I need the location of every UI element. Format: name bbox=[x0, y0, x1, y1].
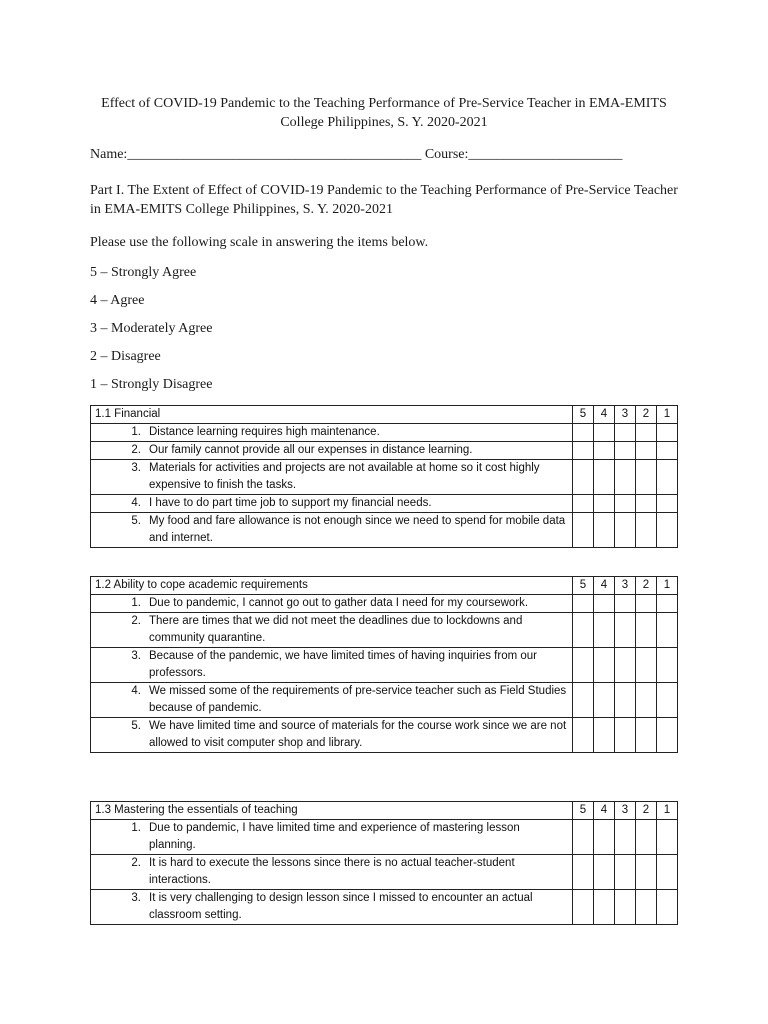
rating-cell-4[interactable] bbox=[594, 683, 615, 718]
item-text: We have limited time and source of materials for the course work since we are not allowed to visit computer shop and library. bbox=[149, 720, 567, 749]
rating-cell-2[interactable] bbox=[636, 890, 657, 925]
item-number: 1. bbox=[131, 597, 141, 609]
table-row bbox=[91, 495, 678, 513]
rating-header-1: 1 bbox=[657, 577, 678, 595]
rating-cell-5[interactable] bbox=[573, 648, 594, 683]
item-text: Because of the pandemic, we have limited times of having inquiries from our professors. bbox=[149, 650, 538, 679]
rating-cell-3[interactable] bbox=[615, 718, 636, 753]
rating-cell-5[interactable] bbox=[573, 683, 594, 718]
table-row bbox=[91, 442, 678, 460]
rating-cell-4[interactable] bbox=[594, 460, 615, 495]
table-row bbox=[91, 820, 678, 855]
item-cell bbox=[91, 495, 573, 513]
name-field[interactable]: __________________________________________ bbox=[127, 147, 422, 162]
name-label: Name: bbox=[90, 147, 128, 162]
item-text: I have to do part time job to support my financial needs. bbox=[149, 497, 432, 509]
rating-cell-3[interactable] bbox=[615, 890, 636, 925]
table-academic-requirements bbox=[90, 576, 678, 753]
item-cell bbox=[91, 424, 573, 442]
rating-header-5: 5 bbox=[573, 802, 594, 820]
rating-cell-2[interactable] bbox=[636, 460, 657, 495]
rating-cell-5[interactable] bbox=[573, 820, 594, 855]
item-cell bbox=[91, 820, 573, 855]
part-heading: Part I. The Extent of Effect of COVID-19 Pandemic to the Teaching Performance of Pre-Service Teacher in EMA-EMITS College Philippines, S. Y. 2020-2021 bbox=[90, 183, 678, 217]
rating-cell-1[interactable] bbox=[657, 513, 678, 548]
rating-cell-3[interactable] bbox=[615, 442, 636, 460]
item-number: 4. bbox=[131, 497, 141, 509]
rating-header-4: 4 bbox=[594, 577, 615, 595]
rating-header-3: 3 bbox=[615, 577, 636, 595]
item-number: 1. bbox=[131, 822, 141, 834]
rating-cell-1[interactable] bbox=[657, 683, 678, 718]
rating-cell-5[interactable] bbox=[573, 513, 594, 548]
rating-cell-3[interactable] bbox=[615, 513, 636, 548]
rating-header-4: 4 bbox=[594, 406, 615, 424]
rating-cell-5[interactable] bbox=[573, 855, 594, 890]
rating-cell-4[interactable] bbox=[594, 495, 615, 513]
rating-cell-2[interactable] bbox=[636, 683, 657, 718]
item-number: 4. bbox=[131, 685, 141, 697]
rating-cell-2[interactable] bbox=[636, 424, 657, 442]
item-number: 3. bbox=[131, 462, 141, 474]
rating-cell-5[interactable] bbox=[573, 890, 594, 925]
document-title: Effect of COVID-19 Pandemic to the Teaching Performance of Pre-Service Teacher in EMA-EMITS College Philippines, S. Y. 2020-2021 bbox=[101, 96, 667, 130]
table-row bbox=[91, 718, 678, 753]
scale-item: 4 – Agree bbox=[90, 293, 145, 308]
item-text: Due to pandemic, I cannot go out to gather data I need for my coursework. bbox=[149, 597, 529, 609]
item-text: We missed some of the requirements of pre-service teacher such as Field Studies because of pandemic. bbox=[149, 685, 567, 714]
rating-cell-1[interactable] bbox=[657, 613, 678, 648]
item-number: 5. bbox=[131, 515, 141, 527]
rating-cell-3[interactable] bbox=[615, 820, 636, 855]
rating-header-2: 2 bbox=[636, 406, 657, 424]
course-field[interactable]: ______________________ bbox=[468, 147, 623, 162]
rating-header-5: 5 bbox=[573, 577, 594, 595]
item-cell bbox=[91, 855, 573, 890]
table-row bbox=[91, 513, 678, 548]
rating-cell-1[interactable] bbox=[657, 442, 678, 460]
course-label: Course: bbox=[424, 147, 469, 162]
scale-item: 3 – Moderately Agree bbox=[90, 321, 213, 336]
item-number: 2. bbox=[131, 444, 141, 456]
name-course-line bbox=[90, 147, 622, 163]
rating-cell-5[interactable] bbox=[573, 595, 594, 613]
rating-cell-5[interactable] bbox=[573, 460, 594, 495]
rating-cell-2[interactable] bbox=[636, 595, 657, 613]
section-title: 1.2 Ability to cope academic requirements bbox=[91, 577, 573, 595]
item-cell bbox=[91, 460, 573, 495]
rating-cell-3[interactable] bbox=[615, 460, 636, 495]
scale-item: 2 – Disagree bbox=[90, 349, 161, 364]
rating-header-1: 1 bbox=[657, 406, 678, 424]
table-header-row bbox=[91, 577, 678, 595]
item-cell bbox=[91, 718, 573, 753]
item-text: Due to pandemic, I have limited time and experience of mastering lesson planning. bbox=[149, 822, 520, 851]
item-number: 2. bbox=[131, 857, 141, 869]
item-cell bbox=[91, 648, 573, 683]
table-row bbox=[91, 683, 678, 718]
item-number: 3. bbox=[131, 650, 141, 662]
table-row bbox=[91, 595, 678, 613]
rating-cell-3[interactable] bbox=[615, 648, 636, 683]
rating-header-1: 1 bbox=[657, 802, 678, 820]
rating-cell-4[interactable] bbox=[594, 424, 615, 442]
item-cell bbox=[91, 595, 573, 613]
rating-cell-4[interactable] bbox=[594, 648, 615, 683]
rating-cell-3[interactable] bbox=[615, 424, 636, 442]
rating-cell-2[interactable] bbox=[636, 718, 657, 753]
rating-header-4: 4 bbox=[594, 802, 615, 820]
rating-cell-4[interactable] bbox=[594, 442, 615, 460]
rating-cell-1[interactable] bbox=[657, 890, 678, 925]
rating-cell-4[interactable] bbox=[594, 855, 615, 890]
table-teaching-essentials bbox=[90, 801, 678, 925]
item-text: Distance learning requires high maintenance. bbox=[149, 426, 380, 438]
section-title: 1.3 Mastering the essentials of teaching bbox=[91, 802, 573, 820]
item-text: It is very challenging to design lesson since I missed to encounter an actual classroom setting. bbox=[149, 892, 533, 921]
section-title: 1.1 Financial bbox=[91, 406, 573, 424]
item-text: It is hard to execute the lessons since there is no actual teacher-student interactions. bbox=[149, 857, 515, 886]
rating-cell-3[interactable] bbox=[615, 855, 636, 890]
rating-header-2: 2 bbox=[636, 577, 657, 595]
item-text: Materials for activities and projects are not available at home so it cost highly expensive to finish the tasks. bbox=[149, 462, 540, 491]
rating-cell-2[interactable] bbox=[636, 613, 657, 648]
scale-item: 5 – Strongly Agree bbox=[90, 265, 197, 280]
rating-cell-1[interactable] bbox=[657, 648, 678, 683]
rating-cell-3[interactable] bbox=[615, 595, 636, 613]
item-cell bbox=[91, 442, 573, 460]
rating-cell-2[interactable] bbox=[636, 442, 657, 460]
table-header-row bbox=[91, 802, 678, 820]
table-financial bbox=[90, 405, 678, 548]
rating-cell-2[interactable] bbox=[636, 495, 657, 513]
rating-cell-3[interactable] bbox=[615, 495, 636, 513]
item-cell bbox=[91, 683, 573, 718]
table-row bbox=[91, 890, 678, 925]
rating-cell-5[interactable] bbox=[573, 424, 594, 442]
item-text: Our family cannot provide all our expenses in distance learning. bbox=[149, 444, 473, 456]
item-cell bbox=[91, 613, 573, 648]
rating-cell-4[interactable] bbox=[594, 595, 615, 613]
rating-cell-4[interactable] bbox=[594, 718, 615, 753]
rating-cell-2[interactable] bbox=[636, 648, 657, 683]
item-text: My food and fare allowance is not enough since we need to spend for mobile data and internet. bbox=[149, 515, 566, 544]
table-row bbox=[91, 648, 678, 683]
table-row bbox=[91, 424, 678, 442]
rating-header-2: 2 bbox=[636, 802, 657, 820]
rating-cell-3[interactable] bbox=[615, 613, 636, 648]
rating-cell-1[interactable] bbox=[657, 424, 678, 442]
rating-cell-2[interactable] bbox=[636, 513, 657, 548]
rating-cell-5[interactable] bbox=[573, 495, 594, 513]
instruction-text: Please use the following scale in answering the items below. bbox=[90, 235, 429, 250]
rating-cell-1[interactable] bbox=[657, 855, 678, 890]
rating-header-3: 3 bbox=[615, 802, 636, 820]
rating-cell-1[interactable] bbox=[657, 460, 678, 495]
scale-item: 1 – Strongly Disagree bbox=[90, 377, 213, 392]
rating-cell-5[interactable] bbox=[573, 718, 594, 753]
item-cell bbox=[91, 890, 573, 925]
rating-cell-1[interactable] bbox=[657, 820, 678, 855]
item-cell bbox=[91, 513, 573, 548]
rating-cell-2[interactable] bbox=[636, 855, 657, 890]
rating-cell-2[interactable] bbox=[636, 820, 657, 855]
rating-cell-3[interactable] bbox=[615, 683, 636, 718]
rating-cell-5[interactable] bbox=[573, 442, 594, 460]
rating-cell-4[interactable] bbox=[594, 890, 615, 925]
item-number: 3. bbox=[131, 892, 141, 904]
rating-header-3: 3 bbox=[615, 406, 636, 424]
item-number: 2. bbox=[131, 615, 141, 627]
table-row bbox=[91, 460, 678, 495]
rating-cell-4[interactable] bbox=[594, 820, 615, 855]
rating-cell-5[interactable] bbox=[573, 613, 594, 648]
item-number: 5. bbox=[131, 720, 141, 732]
table-header-row bbox=[91, 406, 678, 424]
scale-legend bbox=[90, 263, 212, 403]
table-row bbox=[91, 855, 678, 890]
item-text: There are times that we did not meet the deadlines due to lockdowns and community quarantine. bbox=[149, 615, 523, 644]
rating-cell-1[interactable] bbox=[657, 495, 678, 513]
item-number: 1. bbox=[131, 426, 141, 438]
rating-cell-1[interactable] bbox=[657, 718, 678, 753]
rating-cell-4[interactable] bbox=[594, 613, 615, 648]
rating-cell-4[interactable] bbox=[594, 513, 615, 548]
rating-cell-1[interactable] bbox=[657, 595, 678, 613]
table-row bbox=[91, 613, 678, 648]
rating-header-5: 5 bbox=[573, 406, 594, 424]
